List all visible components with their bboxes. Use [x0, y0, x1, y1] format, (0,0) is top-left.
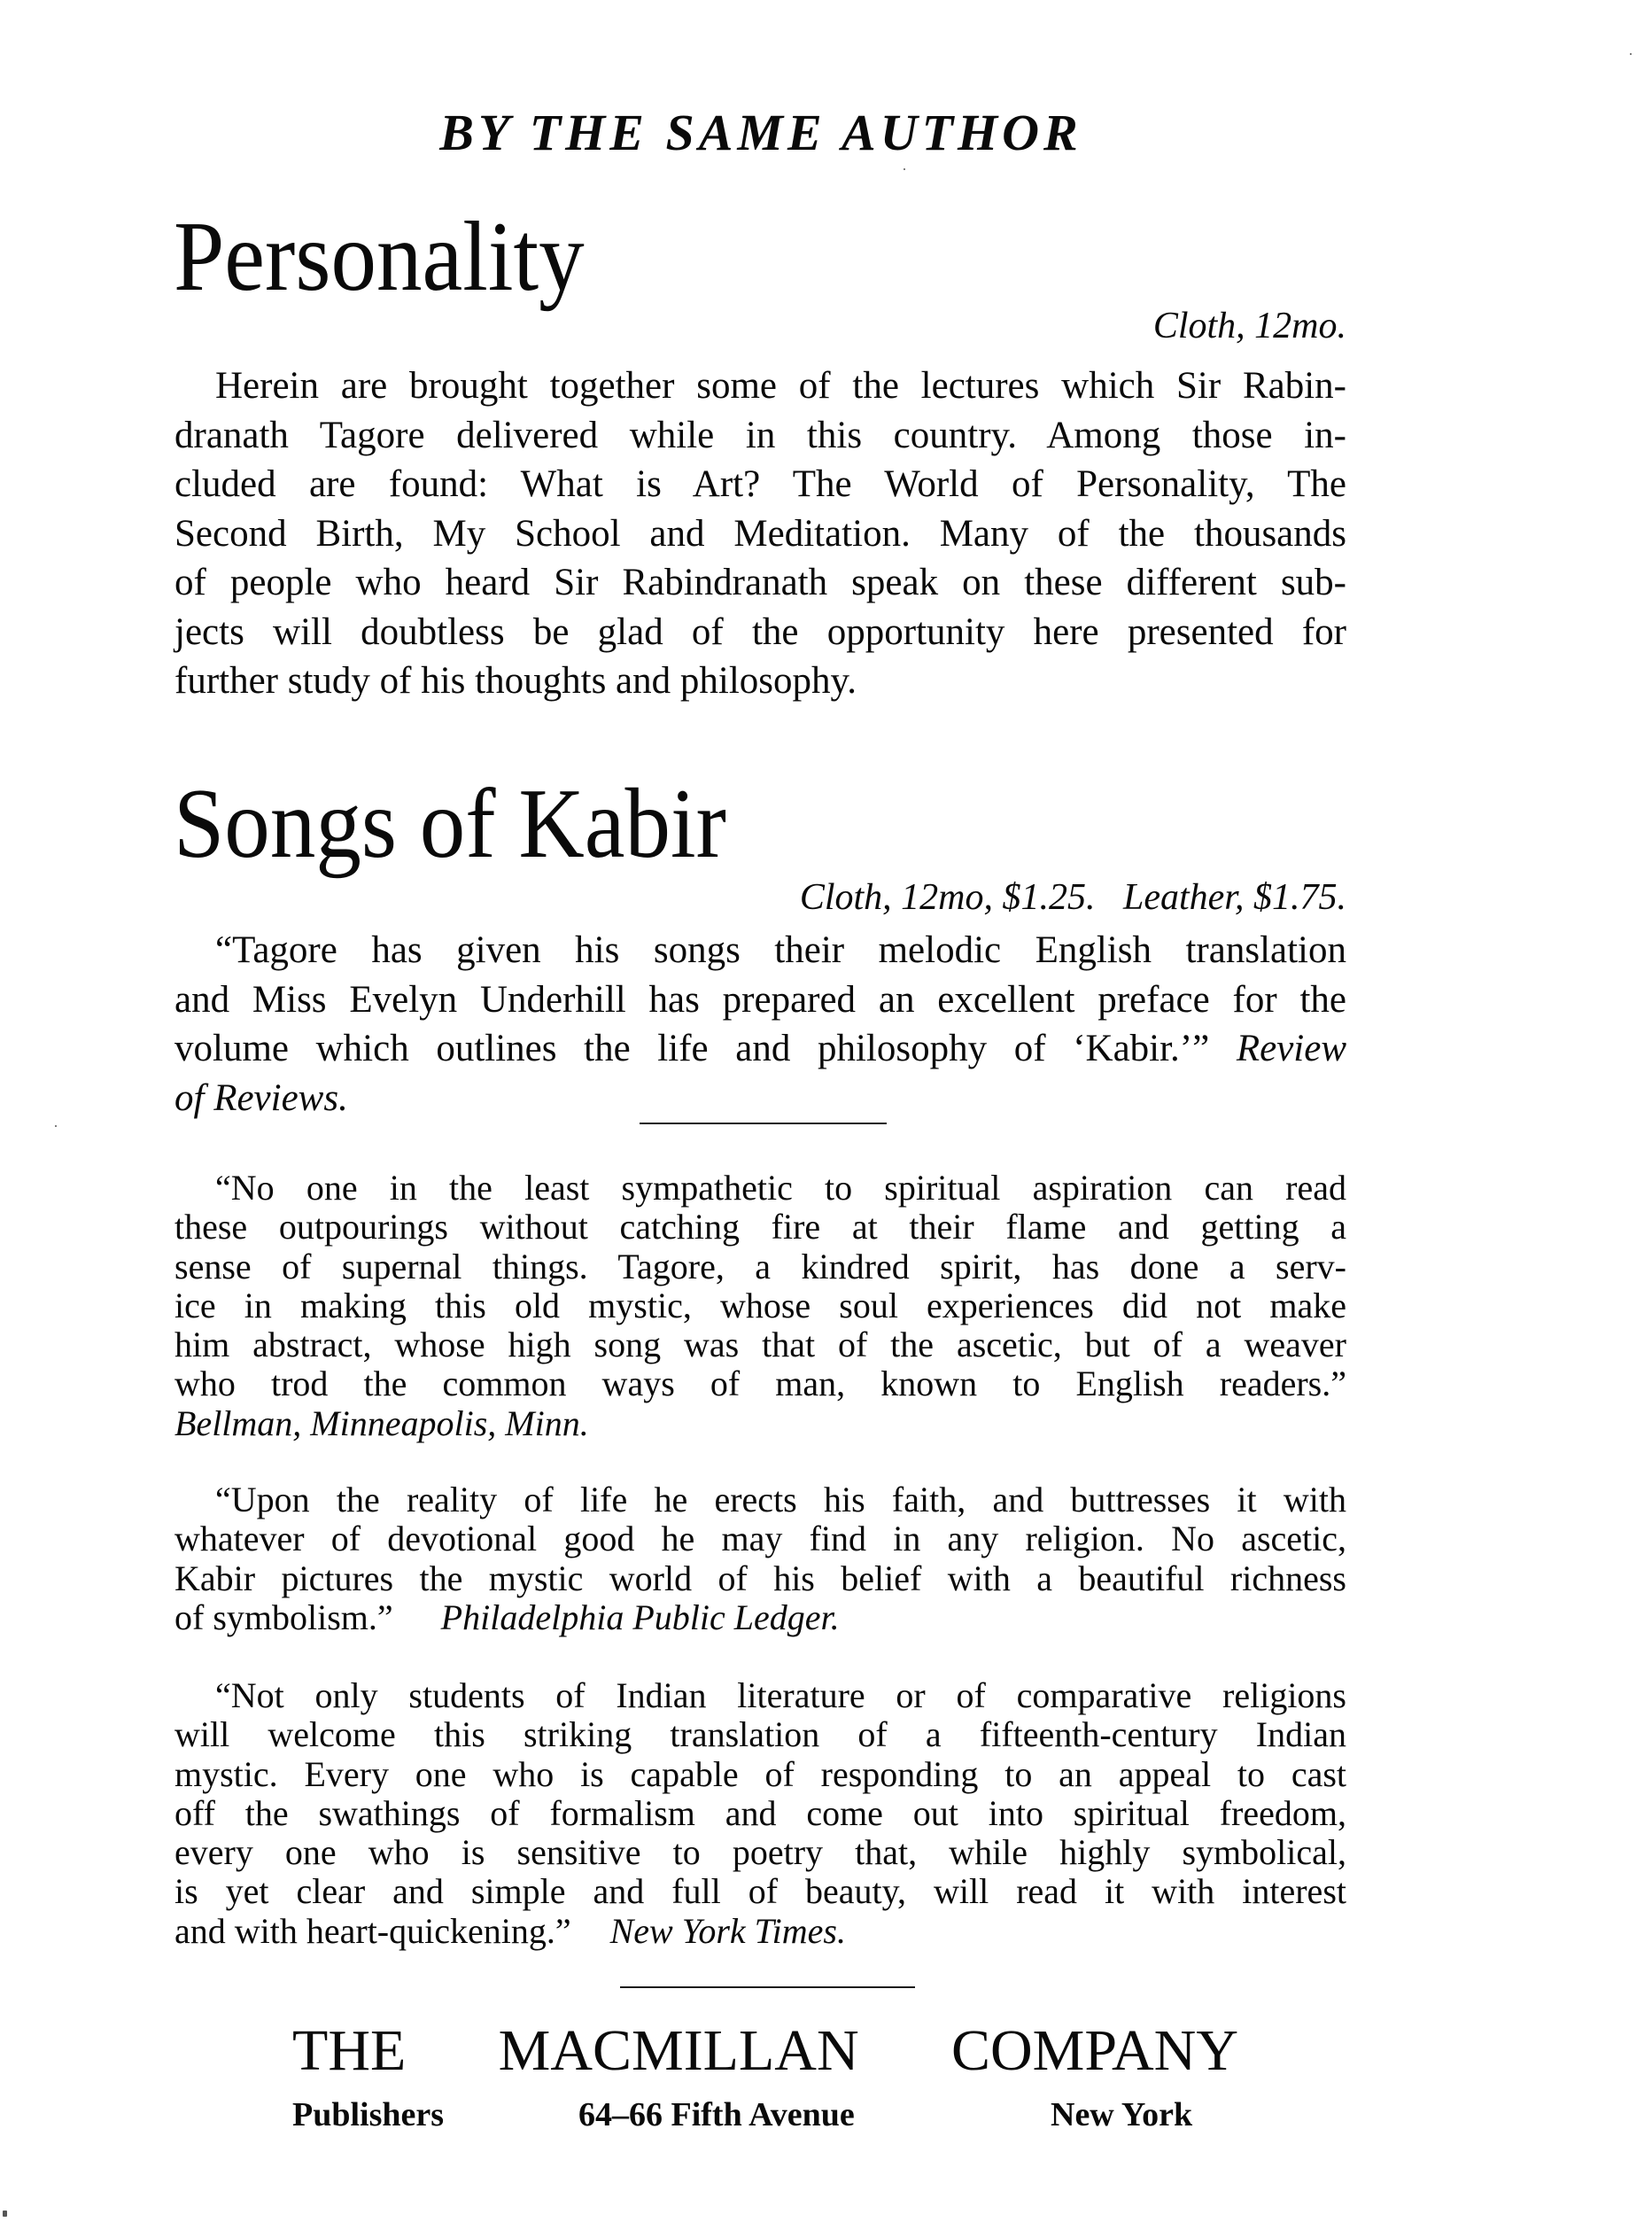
text-line: sense of supernal things. Tagore, a kindred spirit, has done a serv- [175, 1246, 1346, 1286]
text-line: Herein are brought together some of the lectures which Sir Rabin- [215, 365, 1346, 407]
scan-speck [3, 2211, 7, 2217]
text-line: of people who heard Sir Rabindranath speak on these different sub- [175, 562, 1346, 603]
text-line: “Upon the reality of life he erects his faith, and buttresses it with [215, 1480, 1346, 1519]
page-header: BY THE SAME AUTHOR [439, 104, 1082, 161]
text-line: will welcome this striking translation of a fifteenth-century Indian [175, 1714, 1346, 1755]
text-line [175, 1024, 1346, 1074]
book-title-personality: Personality [174, 202, 585, 312]
text-line: these outpourings without catching fire at their flame and getting a [175, 1207, 1346, 1247]
book-description-songs-of-kabir [175, 926, 1346, 1123]
text-line: ice in making this old mystic, whose soul experiences did not make [175, 1285, 1346, 1325]
review-quote-nytimes [175, 1676, 1346, 1951]
quote-text: and with heart-quickening.” [175, 1910, 571, 1951]
text-line: who trod the common ways of man, known to English readers.” [175, 1364, 1346, 1404]
publisher-role: Publishers [292, 2096, 445, 2133]
scan-speck [904, 168, 905, 170]
text-line: dranath Tagore delivered while in this country. Among those in- [175, 414, 1346, 456]
text-line: “Not only students of Indian literature or of comparative religions [215, 1675, 1346, 1715]
text-line: him abstract, whose high song was that of the ascetic, but of a weaver [175, 1325, 1346, 1365]
divider [620, 1986, 915, 1988]
publisher-name-word: MACMILLAN [498, 2018, 859, 2083]
review-source: Review [1236, 1028, 1347, 1069]
publisher-name [292, 2016, 1238, 2086]
review-source: Philadelphia Public Ledger. [440, 1597, 840, 1637]
book-title-songs-of-kabir: Songs of Kabir [174, 769, 726, 879]
text-line: off the swathings of formalism and come out into spiritual freedom, [175, 1792, 1346, 1833]
text-line: and Miss Evelyn Underhill has prepared an excellent preface for the [175, 978, 1346, 1021]
book-edition-personality: Cloth, 12mo. [1152, 306, 1346, 346]
text-line: cluded are found: What is Art? The World of Personality, The [175, 463, 1346, 505]
text-line: “Tagore has given his songs their melodic English translation [215, 929, 1346, 971]
text-line: mystic. Every one who is capable of responding to an appeal to cast [175, 1753, 1346, 1794]
publisher-address: 64–66 Fifth Avenue [578, 2096, 855, 2133]
review-source: Bellman, Minneapolis, Minn. [175, 1402, 589, 1443]
book-description-personality [175, 361, 1346, 706]
publisher-name-word: COMPANY [950, 2018, 1238, 2083]
text-line: jects will doubtless be glad of the opportunity here presented for [175, 610, 1346, 653]
text-line: Kabir pictures the mystic world of his belief with a beautiful richness [175, 1558, 1346, 1598]
text-line [175, 1598, 1346, 1637]
review-quote-bellman [175, 1169, 1346, 1443]
divider [640, 1123, 887, 1124]
scan-speck [1630, 53, 1632, 55]
review-source: of Reviews. [175, 1076, 348, 1119]
review-quote-philadelphia [175, 1480, 1346, 1637]
text-line: further study of his thoughts and philosophy. [175, 660, 857, 702]
publisher-city: New York [1051, 2096, 1193, 2133]
quote-text: of symbolism.” [175, 1597, 393, 1637]
text-line: whatever of devotional good he may find in any religion. No ascetic, [175, 1519, 1346, 1559]
text-line: every one who is sensitive to poetry that, while highly symbolical, [175, 1832, 1346, 1873]
quote-text: volume which outlines the life and philosophy of ‘Kabir.’” [175, 1028, 1210, 1069]
publisher-name-word: THE [292, 2018, 407, 2083]
book-edition-songs-of-kabir: Cloth, 12mo, $1.25. Leather, $1.75. [799, 877, 1346, 918]
text-line: Second Birth, My School and Meditation. Many of the thousands [175, 512, 1346, 555]
scan-speck [55, 1125, 57, 1127]
text-line: is yet clear and simple and full of beauty, will read it with interest [175, 1871, 1346, 1912]
review-source: New York Times. [609, 1910, 846, 1951]
text-line [175, 1912, 1346, 1951]
text-line: “No one in the least sympathetic to spiritual aspiration can read [215, 1168, 1346, 1208]
